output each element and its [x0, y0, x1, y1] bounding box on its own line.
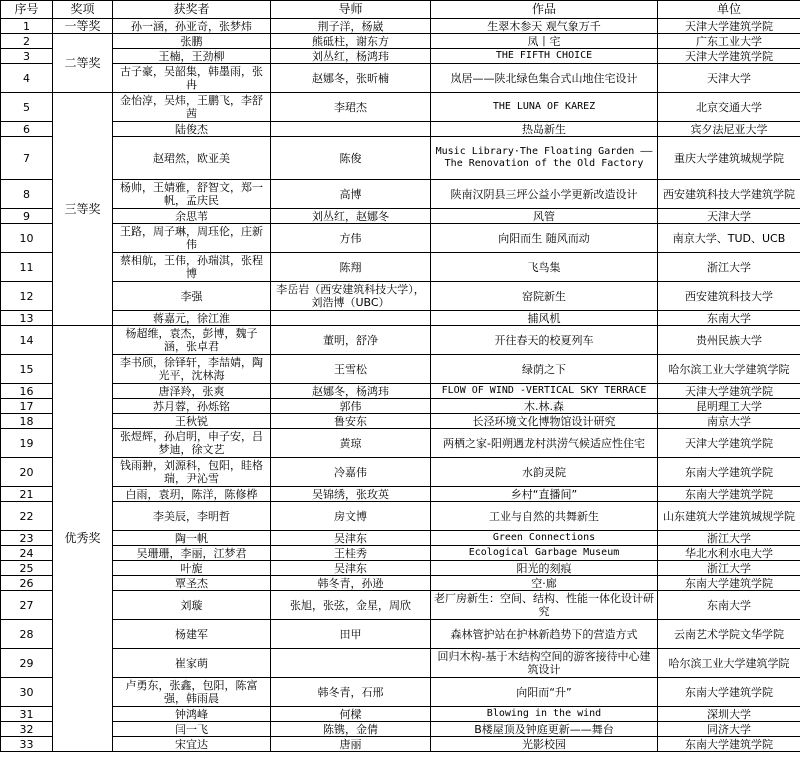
cell-winners: 王秋锐	[113, 414, 271, 429]
cell-no: 17	[1, 399, 53, 414]
cell-unit: 东南大学建筑学院	[658, 737, 800, 752]
cell-work: 两栖之家-阳朔遇龙村洪涝气候适应性住宅	[431, 429, 658, 458]
cell-winners: 白雨，袁玥，陈洋，陈修桦	[113, 487, 271, 502]
cell-no: 18	[1, 414, 53, 429]
cell-unit: 浙江大学	[658, 531, 800, 546]
cell-work: 热岛新生	[431, 122, 658, 137]
cell-unit: 天津大学建筑学院	[658, 49, 800, 64]
table-row	[1, 620, 800, 649]
cell-winners: 钟鸿峰	[113, 707, 271, 722]
cell-unit: 昆明理工大学	[658, 399, 800, 414]
cell-no: 8	[1, 180, 53, 209]
table-row	[1, 546, 800, 561]
cell-no: 12	[1, 282, 53, 311]
cell-winners: 杨超维，袁杰，彭博，魏子涵，张卓君	[113, 326, 271, 355]
header-no: 序号	[1, 1, 53, 19]
header-work: 作品	[431, 1, 658, 19]
cell-no: 24	[1, 546, 53, 561]
cell-unit: 天津大学建筑学院	[658, 429, 800, 458]
cell-work: Ecological Garbage Museum	[431, 546, 658, 561]
cell-work: 工业与自然的共舞新生	[431, 502, 658, 531]
cell-prize: 二等奖	[53, 34, 113, 93]
cell-mentor: 陈镌，金倩	[271, 722, 431, 737]
cell-unit: 哈尔滨工业大学建筑学院	[658, 649, 800, 678]
cell-work: Green Connections	[431, 531, 658, 546]
cell-prize: 优秀奖	[53, 326, 113, 752]
header-unit: 单位	[658, 1, 800, 19]
table-row	[1, 282, 800, 311]
cell-unit: 重庆大学建筑城规学院	[658, 137, 800, 180]
cell-unit: 浙江大学	[658, 253, 800, 282]
cell-unit: 西安建筑科技大学建筑学院	[658, 180, 800, 209]
table-row	[1, 678, 800, 707]
table-row	[1, 93, 800, 122]
cell-no: 28	[1, 620, 53, 649]
cell-work: THE LUNA OF KAREZ	[431, 93, 658, 122]
cell-unit: 浙江大学	[658, 561, 800, 576]
cell-winners: 吴珊珊，李丽，江梦君	[113, 546, 271, 561]
table-row	[1, 649, 800, 678]
table-row	[1, 311, 800, 326]
cell-no: 1	[1, 19, 53, 34]
cell-no: 7	[1, 137, 53, 180]
cell-work: 岚居——陕北绿色集合式山地住宅设计	[431, 64, 658, 93]
cell-unit: 北京交通大学	[658, 93, 800, 122]
table-row	[1, 34, 800, 49]
cell-mentor: 吴津东	[271, 531, 431, 546]
table-row	[1, 722, 800, 737]
cell-unit: 东南大学建筑学院	[658, 576, 800, 591]
cell-unit: 宾夕法尼亚大学	[658, 122, 800, 137]
cell-work: 绿荫之下	[431, 355, 658, 384]
cell-winners: 李书颀，徐铎轩，李喆婧，陶光平，沈林海	[113, 355, 271, 384]
cell-winners: 钱雨翀，刘源科，包阳，眭格瑞，尹沁雪	[113, 458, 271, 487]
cell-work: 开往春天的校夏列车	[431, 326, 658, 355]
cell-winners: 蒋嘉元，徐江淮	[113, 311, 271, 326]
cell-mentor: 郭伟	[271, 399, 431, 414]
header-mentor: 导师	[271, 1, 431, 19]
cell-no: 13	[1, 311, 53, 326]
cell-no: 2	[1, 34, 53, 49]
cell-unit: 南京大学、TUD、UCB	[658, 224, 800, 253]
table-row	[1, 399, 800, 414]
header-winners: 获奖者	[113, 1, 271, 19]
cell-mentor: 李珺杰	[271, 93, 431, 122]
cell-unit: 同济大学	[658, 722, 800, 737]
cell-no: 15	[1, 355, 53, 384]
header-prize: 奖项	[53, 1, 113, 19]
cell-unit: 华北水利水电大学	[658, 546, 800, 561]
cell-winners: 李美辰，李明哲	[113, 502, 271, 531]
cell-work: 向阳而“升”	[431, 678, 658, 707]
cell-work: 水韵灵院	[431, 458, 658, 487]
table-row	[1, 137, 800, 180]
cell-no: 4	[1, 64, 53, 93]
cell-no: 27	[1, 591, 53, 620]
cell-winners: 覃圣杰	[113, 576, 271, 591]
cell-winners: 唐泽羚，张爽	[113, 384, 271, 399]
table-row	[1, 502, 800, 531]
table-row	[1, 384, 800, 399]
cell-work: 窑院新生	[431, 282, 658, 311]
cell-no: 20	[1, 458, 53, 487]
cell-unit: 东南大学建筑学院	[658, 487, 800, 502]
table-row	[1, 414, 800, 429]
cell-mentor: 刘丛红，赵娜冬	[271, 209, 431, 224]
cell-work: 阳光的刻痕	[431, 561, 658, 576]
cell-mentor: 唐丽	[271, 737, 431, 752]
cell-work: 陕南汉阴县三坪公益小学更新改造设计	[431, 180, 658, 209]
table-row	[1, 458, 800, 487]
cell-unit: 深圳大学	[658, 707, 800, 722]
cell-work: FLOW OF WIND -VERTICAL SKY TERRACE	[431, 384, 658, 399]
cell-mentor: 吴锦绣，张玫英	[271, 487, 431, 502]
cell-prize: 三等奖	[53, 93, 113, 326]
cell-work: 光影校园	[431, 737, 658, 752]
table-row	[1, 224, 800, 253]
cell-winners: 陆俊杰	[113, 122, 271, 137]
cell-mentor: 韩冬青，石邢	[271, 678, 431, 707]
cell-winners: 古子豪，吴韶集，韩墨雨，张冉	[113, 64, 271, 93]
cell-no: 21	[1, 487, 53, 502]
cell-no: 16	[1, 384, 53, 399]
cell-mentor: 韩冬青，孙逊	[271, 576, 431, 591]
cell-mentor: 王桂秀	[271, 546, 431, 561]
cell-work: 长泾环境文化博物馆设计研究	[431, 414, 658, 429]
cell-winners: 刘璇	[113, 591, 271, 620]
cell-winners: 卢勇东，张鑫，包阳，陈富强，韩雨晨	[113, 678, 271, 707]
cell-no: 26	[1, 576, 53, 591]
cell-work: 飞鸟集	[431, 253, 658, 282]
cell-mentor: 鲁安东	[271, 414, 431, 429]
cell-mentor: 方伟	[271, 224, 431, 253]
cell-mentor: 熊砥柱，谢东方	[271, 34, 431, 49]
table-row	[1, 591, 800, 620]
cell-no: 11	[1, 253, 53, 282]
table-row	[1, 707, 800, 722]
table-row	[1, 561, 800, 576]
table-row	[1, 326, 800, 355]
cell-unit: 云南艺术学院文华学院	[658, 620, 800, 649]
cell-winners: 闫一飞	[113, 722, 271, 737]
cell-no: 23	[1, 531, 53, 546]
cell-unit: 西安建筑科技大学	[658, 282, 800, 311]
cell-unit: 东南大学建筑学院	[658, 458, 800, 487]
cell-winners: 叶旎	[113, 561, 271, 576]
cell-no: 9	[1, 209, 53, 224]
cell-unit: 天津大学建筑学院	[658, 384, 800, 399]
cell-work: Blowing in the wind	[431, 707, 658, 722]
cell-mentor: 何樑	[271, 707, 431, 722]
cell-winners: 金怡淳，吴炜，王鹏飞，李舒茜	[113, 93, 271, 122]
cell-unit: 东南大学	[658, 311, 800, 326]
cell-unit: 贵州民族大学	[658, 326, 800, 355]
cell-winners: 王路，周子琳，周珏伦，庄新伟	[113, 224, 271, 253]
cell-no: 30	[1, 678, 53, 707]
cell-no: 31	[1, 707, 53, 722]
cell-winners: 赵珺然，欧亚美	[113, 137, 271, 180]
cell-work: 老厂房新生：空间、结构、性能一体化设计研究	[431, 591, 658, 620]
cell-no: 33	[1, 737, 53, 752]
table-row	[1, 429, 800, 458]
cell-unit: 天津大学建筑学院	[658, 19, 800, 34]
cell-no: 32	[1, 722, 53, 737]
cell-unit: 山东建筑大学建筑城规学院	[658, 502, 800, 531]
cell-no: 3	[1, 49, 53, 64]
cell-mentor: 高博	[271, 180, 431, 209]
cell-mentor: 房文博	[271, 502, 431, 531]
cell-winners: 李强	[113, 282, 271, 311]
cell-winners: 张煜辉，孙启明，申子安，吕梦迪，徐文艺	[113, 429, 271, 458]
cell-mentor	[271, 649, 431, 678]
cell-winners: 余思苇	[113, 209, 271, 224]
cell-mentor: 荆子洋，杨崴	[271, 19, 431, 34]
table-body	[1, 19, 800, 752]
cell-mentor: 张旭，张弦，金星，周欣	[271, 591, 431, 620]
cell-mentor	[271, 311, 431, 326]
cell-unit: 哈尔滨工业大学建筑学院	[658, 355, 800, 384]
cell-mentor: 黄琼	[271, 429, 431, 458]
cell-mentor: 赵娜冬，张昕楠	[271, 64, 431, 93]
cell-mentor: 田甲	[271, 620, 431, 649]
cell-unit: 东南大学建筑学院	[658, 678, 800, 707]
cell-prize: 一等奖	[53, 19, 113, 34]
cell-mentor: 冷嘉伟	[271, 458, 431, 487]
cell-winners: 陶一帆	[113, 531, 271, 546]
table-row	[1, 180, 800, 209]
cell-unit: 天津大学	[658, 64, 800, 93]
cell-no: 29	[1, 649, 53, 678]
cell-work: 空·廊	[431, 576, 658, 591]
table-row	[1, 19, 800, 34]
cell-mentor: 吴津东	[271, 561, 431, 576]
table-row	[1, 64, 800, 93]
cell-mentor: 陈俊	[271, 137, 431, 180]
cell-no: 14	[1, 326, 53, 355]
cell-unit: 天津大学	[658, 209, 800, 224]
cell-winners: 苏月蓉，孙烁铭	[113, 399, 271, 414]
cell-mentor: 陈翔	[271, 253, 431, 282]
table-row	[1, 531, 800, 546]
cell-work: 向阳而生 随风而动	[431, 224, 658, 253]
header-row	[1, 1, 800, 19]
cell-mentor: 李岳岩（西安建筑科技大学），刘浩博（UBC）	[271, 282, 431, 311]
cell-unit: 南京大学	[658, 414, 800, 429]
table-row	[1, 487, 800, 502]
cell-winners: 宋宜达	[113, 737, 271, 752]
cell-no: 19	[1, 429, 53, 458]
table-row	[1, 209, 800, 224]
cell-work: 乡村“直播间”	[431, 487, 658, 502]
cell-winners: 杨建军	[113, 620, 271, 649]
cell-work: 木.林.森	[431, 399, 658, 414]
cell-mentor: 刘丛红，杨鸿玮	[271, 49, 431, 64]
cell-no: 22	[1, 502, 53, 531]
cell-no: 10	[1, 224, 53, 253]
table-row	[1, 737, 800, 752]
cell-work: 回归木构-基于木结构空间的游客接待中心建筑设计	[431, 649, 658, 678]
table-row	[1, 122, 800, 137]
cell-work: THE FIFTH CHOICE	[431, 49, 658, 64]
cell-work: 风管	[431, 209, 658, 224]
cell-winners: 崔家萌	[113, 649, 271, 678]
cell-unit: 广东工业大学	[658, 34, 800, 49]
cell-work: 森林管护站在护林新趋势下的营造方式	[431, 620, 658, 649]
cell-winners: 孙一涵，孙亚奇，张梦炜	[113, 19, 271, 34]
cell-no: 5	[1, 93, 53, 122]
cell-work: 生翠木参天 观气象万千	[431, 19, 658, 34]
table-row	[1, 355, 800, 384]
cell-winners: 杨帅，王婧雅，舒智文，郑一帆，孟庆民	[113, 180, 271, 209]
cell-work: 凤丨宅	[431, 34, 658, 49]
table-row	[1, 49, 800, 64]
cell-unit: 东南大学	[658, 591, 800, 620]
table-header	[1, 1, 800, 19]
cell-mentor: 董明，舒净	[271, 326, 431, 355]
cell-work: 捕风机	[431, 311, 658, 326]
cell-no: 25	[1, 561, 53, 576]
cell-winners: 张鹏	[113, 34, 271, 49]
table-row	[1, 253, 800, 282]
cell-no: 6	[1, 122, 53, 137]
cell-mentor	[271, 122, 431, 137]
table-row	[1, 576, 800, 591]
cell-mentor: 王雪松	[271, 355, 431, 384]
cell-winners: 蔡相航，王伟，孙瑞淇，张程博	[113, 253, 271, 282]
cell-work: Music Library·The Floating Garden ——The Renovation of the Old Factory	[431, 137, 658, 180]
cell-mentor: 赵娜冬，杨鸿玮	[271, 384, 431, 399]
cell-work: B楼屋顶及钟庭更新——舞台	[431, 722, 658, 737]
cell-winners: 王楠，王劲柳	[113, 49, 271, 64]
